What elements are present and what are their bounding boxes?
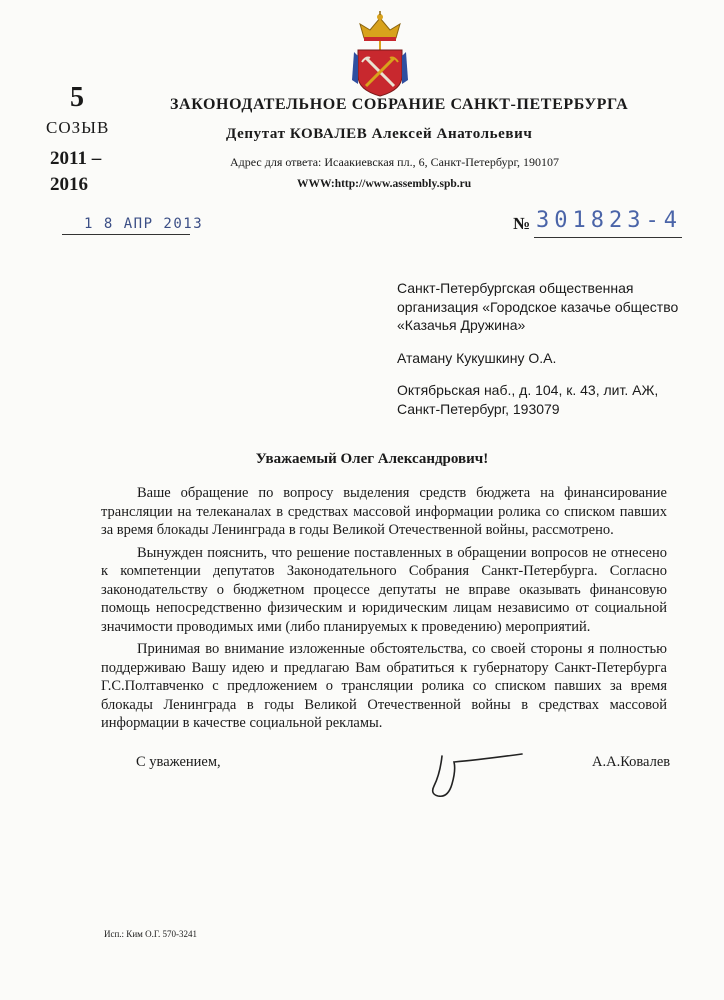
addressee-org-line: Санкт-Петербургская общественная — [397, 280, 634, 296]
reply-address: Адрес для ответа: Исаакиевская пл., 6, Санкт-Петербург, 190107 — [230, 155, 560, 169]
convocation-years — [50, 146, 101, 198]
addressee-org-line: «Казачья Дружина» — [397, 317, 526, 333]
signatory-name: А.А.Ковалев — [592, 754, 671, 770]
addressee-org-line: организация «Городское казачье общество — [397, 298, 679, 315]
addressee-block — [397, 279, 678, 418]
website-link[interactable]: WWW:http://www.assembly.spb.ru — [297, 178, 472, 190]
body-paragraph: Принимая во внимание изложенные обстоятельства, со своей стороны я полностью поддерживаю Вашу идею и предлагаю Вам обратиться к губернатору Санкт-Петербурга Г.С.Полтавченко с предложением о трансляции ролика со списком павших за время блокады Ленинграда в годы Великой Отечественной войны в средствах массовой информации в качестве социальной рекламы. — [101, 641, 667, 731]
convocation-label: СОЗЫВ — [46, 118, 110, 137]
body-paragraph: Ваше обращение по вопросу выделения средств бюджета на финансирование трансляции на телеканалах в средствах массовой информации ролика со списком павших за время блокады Ленинграда в годы Великой Отечественной войны, рассмотрено. — [101, 485, 667, 538]
letter-body — [101, 484, 667, 737]
executor-note: Исп.: Ким О.Г. 570-3241 — [104, 929, 198, 939]
convocation-year-end: 2016 — [50, 174, 88, 195]
coat-of-arms-icon — [346, 10, 414, 100]
registration-number: 301823-4 — [536, 208, 682, 233]
registration-number-sign: № — [513, 214, 531, 233]
addressee-person: Атаману Кукушкину О.А. — [397, 349, 557, 366]
date-stamp: 1 8 АПР 2013 — [84, 216, 204, 232]
handwritten-signature — [418, 744, 528, 800]
salutation: Уважаемый Олег Александрович! — [255, 451, 489, 467]
addressee-address-line: Санкт-Петербург, 193079 — [397, 400, 560, 417]
deputy-name: Депутат КОВАЛЕВ Алексей Анатольевич — [226, 126, 533, 142]
organization-title: ЗАКОНОДАТЕЛЬНОЕ СОБРАНИЕ САНКТ-ПЕТЕРБУРГА — [170, 96, 629, 113]
addressee-address-line: Октябрьская наб., д. 104, к. 43, лит. АЖ, — [397, 382, 659, 398]
date-underline — [62, 234, 190, 235]
body-paragraph: Вынужден пояснить, что решение поставленных в обращении вопросов не отнесено к компетенции депутатов Законодательного Собрания Санкт-Петербурга. Согласно законодательству о бюджетном процессе депутаты не вправе оказывать финансовую помощь непосредственно физическим и юридическим лицам независимо от социальной значимости проводимых ими (либо планируемых к проведению) мероприятий. — [101, 544, 667, 635]
convocation-year-start: 2011 – — [50, 148, 102, 169]
convocation-number: 5 — [70, 82, 84, 113]
closing-regards: С уважением, — [136, 754, 221, 770]
registration-underline — [534, 237, 682, 238]
